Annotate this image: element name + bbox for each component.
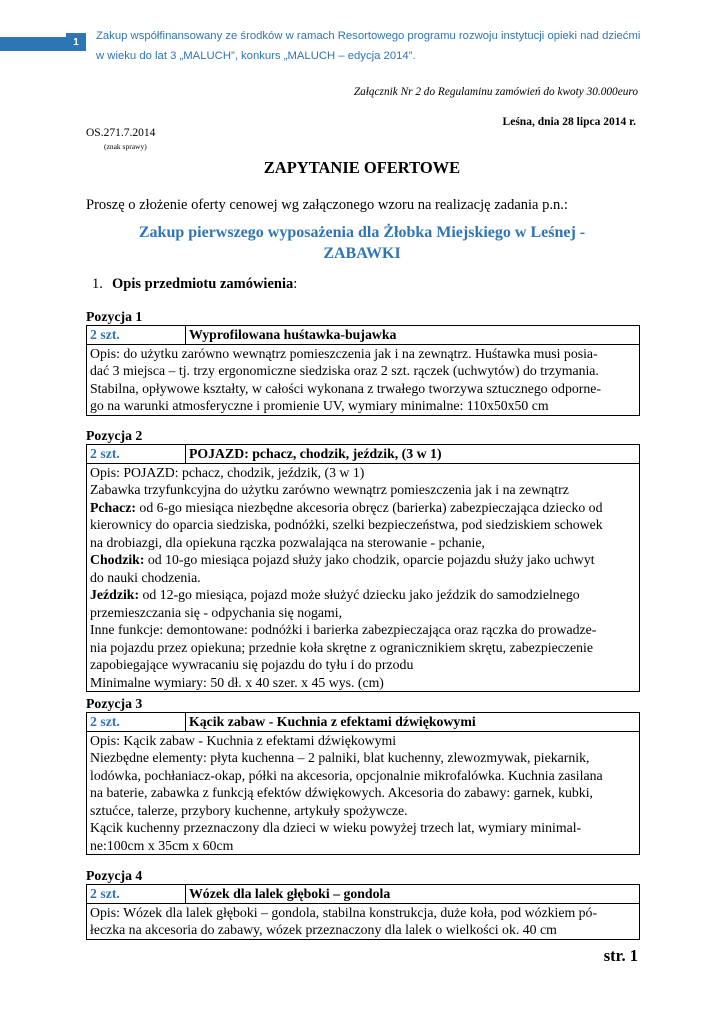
description-line: Minimalne wymiary: 50 dł. x 40 szer. x 45 wys. (cm) <box>90 674 384 690</box>
description-line: Stabilna, opływowe kształty, w całości wykonana z trwałego tworzywa sztucznego odporne- <box>90 380 601 396</box>
position-description <box>87 731 640 855</box>
description-line: sztućce, talerze, przybory kuchenne, artykuły spożywcze. <box>90 802 408 818</box>
position-title: Pozycja 2 <box>86 428 143 443</box>
funding-header-line-2: w wieku do lat 3 „MALUCH”, konkurs „MALUCH – edycja 2014”. <box>96 50 416 62</box>
section-suffix: : <box>293 276 298 292</box>
position-name: Wózek dla lalek głęboki – gondola <box>186 885 640 904</box>
description-line: Chodzik: od 10-go miesiąca pojazd służy jako chodzik, oparcie pojazdu służy jako uchwyt <box>90 552 595 567</box>
position-block <box>86 696 640 855</box>
position-table <box>86 884 640 940</box>
description-line: Opis: POJAZD: pchacz, chodzik, jeździk, (3 w 1) <box>90 464 365 480</box>
description-line: Zabawka trzyfunkcyjna do użytku zarówno wewnątrz pomieszczenia jak i na zewnątrz <box>90 482 569 497</box>
section-heading <box>92 276 297 293</box>
description-line: nia pojazdu przez opiekuna; przednie koła skrętne z ogranicznikiem skrętu, zabezpieczenie <box>90 639 593 655</box>
description-line: Jeździk: od 12-go miesiąca, pojazd może służyć dziecku jako jeździk do samodzielnego <box>90 587 580 602</box>
position-description-row <box>87 344 640 415</box>
position-title: Pozycja 4 <box>86 868 143 883</box>
description-line: Niezbędne elementy: płyta kuchenna – 2 palniki, blat kuchenny, zlewozmywak, piekarnik, <box>90 750 590 765</box>
position-description <box>87 463 640 692</box>
position-quantity: 2 szt. <box>87 445 186 464</box>
position-table <box>86 712 640 855</box>
funding-header-line-1: Zakup współfinansowany ze środków w ramach Resortowego programu rozwoju instytucji opieki nad dziećmi <box>96 30 641 42</box>
position-title: Pozycja 3 <box>86 696 143 711</box>
position-description-row <box>87 731 640 855</box>
position-description-row <box>87 903 640 939</box>
position-title: Pozycja 1 <box>86 309 143 324</box>
section-number: 1. <box>92 276 103 292</box>
position-block <box>86 309 640 416</box>
position-name: POJAZD: pchacz, chodzik, jeździk, (3 w 1) <box>186 445 640 464</box>
description-line: Opis: do użytku zarówno wewnątrz pomieszczenia jak i na zewnątrz. Huśtawka musi posia- <box>90 345 598 361</box>
order-subject <box>90 222 634 264</box>
position-name: Kącik zabaw - Kuchnia z efektami dźwiękowymi <box>186 713 640 732</box>
position-header-row <box>87 445 640 464</box>
order-subject-line-2: ZABAWKI <box>323 245 401 262</box>
description-keyword: Chodzik: <box>90 552 145 567</box>
position-quantity: 2 szt. <box>87 885 186 904</box>
description-line: Kącik kuchenny przeznaczony dla dzieci w wieku powyżej trzech lat, wymiary minimal- <box>90 820 582 835</box>
description-line: lodówka, pochłaniacz-okap, półki na akcesoria, opcjonalnie mikrofalówka. Kuchnia zasilana <box>90 767 603 783</box>
description-line: przemieszczania się - odpychania się nogami, <box>90 604 343 620</box>
place-date: Leśna, dnia 28 lipca 2014 r. <box>502 116 636 128</box>
description-line: łeczka na akcesoria do zabawy, wózek przeznaczony dla lalek o wielkości ok. 40 cm <box>90 922 557 937</box>
description-line: zapobiegające wywracaniu się pojazdu do tyłu i do przodu <box>90 657 414 672</box>
position-header-row <box>87 326 640 345</box>
description-line: go na warunki atmosferyczne i promienie UV, wymiary minimalne: 110x50x50 cm <box>90 398 549 413</box>
description-line: dać 3 miejsca – tj. trzy ergonomiczne siedziska oraz 2 szt. rączek (uchwytów) do trzymania. <box>90 363 599 378</box>
case-reference-caption: (znak sprawy) <box>104 142 147 151</box>
description-line: na baterie, zabawka z funkcją efektów dźwiękowych. Akcesoria do zabawy: garnek, kubki, <box>90 785 593 800</box>
section-label: Opis przedmiotu zamówienia <box>112 276 294 292</box>
funding-header <box>96 26 656 66</box>
position-block <box>86 428 640 692</box>
description-line: ne:100cm x 35cm x 60cm <box>90 837 234 853</box>
position-header-row <box>87 713 640 732</box>
order-subject-line-1: Zakup pierwszego wyposażenia dla Żłobka Miejskiego w Leśnej - <box>138 224 586 241</box>
case-reference: OS.271.7.2014 <box>86 127 156 139</box>
header-page-number: 1 <box>66 33 86 51</box>
position-description <box>87 903 640 939</box>
description-line: Opis: Wózek dla lalek głęboki – gondola, stabilna konstrukcja, duże koła, pod wózkiem pó- <box>90 904 598 920</box>
position-header-row <box>87 885 640 904</box>
position-description-row <box>87 463 640 692</box>
position-block <box>86 868 640 940</box>
description-line: Inne funkcje: demontowane: podnóżki i barierka zabezpieczająca oraz rączka do prowadze- <box>90 622 597 637</box>
footer-page-number: str. 1 <box>603 946 638 965</box>
description-keyword: Jeździk: <box>90 587 140 602</box>
annex-note: Załącznik Nr 2 do Regulaminu zamówień do kwoty 30.000euro <box>353 86 638 98</box>
description-line: Opis: Kącik zabaw - Kuchnia z efektami dźwiękowymi <box>90 732 397 748</box>
description-keyword: Pchacz: <box>90 499 136 515</box>
position-table <box>86 444 640 692</box>
position-table <box>86 325 640 416</box>
document-title: ZAPYTANIE OFERTOWE <box>263 158 461 177</box>
position-quantity: 2 szt. <box>87 713 186 732</box>
description-line: do nauki chodzenia. <box>90 569 201 585</box>
intro-text: Proszę o złożenie oferty cenowej wg załączonego wzoru na realizację zadania p.n.: <box>86 197 568 213</box>
description-line: kierownicy do oparcia siedziska, podnóżki, szelki bezpieczeństwa, pod siedziskiem schowek <box>90 517 603 532</box>
position-name: Wyprofilowana huśtawka-bujawka <box>186 326 640 345</box>
description-line: Pchacz: od 6-go miesiąca niezbędne akcesoria obręcz (barierka) zabezpieczająca dziecko od <box>90 499 603 515</box>
position-description <box>87 344 640 415</box>
position-quantity: 2 szt. <box>87 326 186 345</box>
description-line: na drobiazgi, dla opiekuna rączka pozwalająca na sterowanie - pchanie, <box>90 534 485 550</box>
